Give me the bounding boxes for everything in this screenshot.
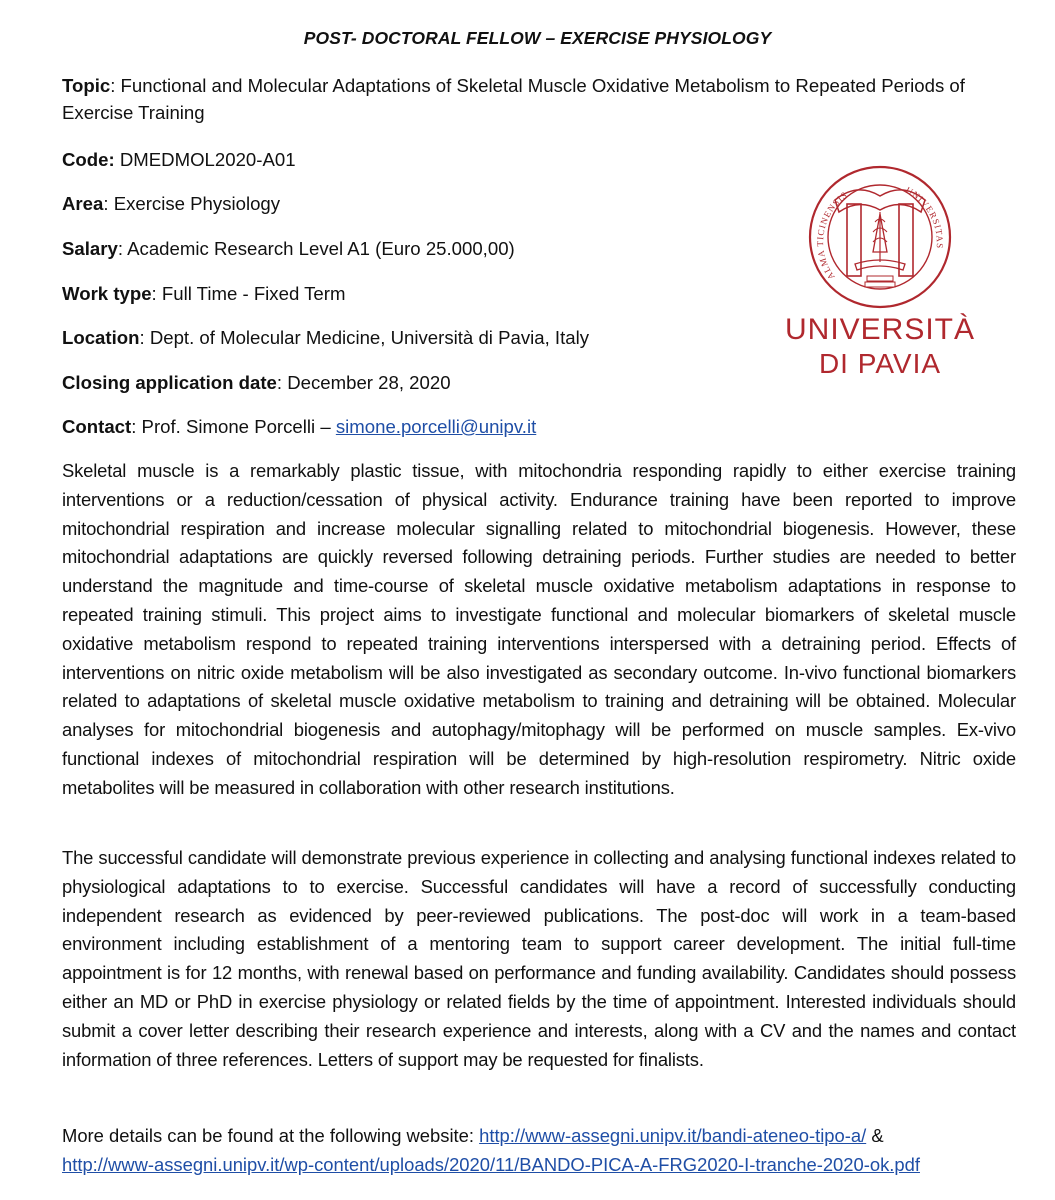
field-location	[62, 324, 589, 351]
page-title: POST- DOCTORAL FELLOW – EXERCISE PHYSIOLOGY	[303, 28, 772, 48]
field-contact-value: : Prof. Simone Porcelli –	[131, 416, 336, 437]
field-work-type-label: Work type	[62, 283, 152, 304]
field-closing-date-label: Closing application date	[62, 372, 277, 393]
wordmark-line1: UNIVERSITÀ	[784, 313, 976, 346]
field-code	[62, 146, 296, 173]
svg-text:UNIVERSITAS: UNIVERSITAS	[903, 184, 945, 250]
footer-separator: &	[866, 1125, 884, 1146]
field-area	[62, 190, 280, 217]
description-paragraph: Skeletal muscle is a remarkably plastic tissue, with mitochondria responding rapidly to either exercise training interventions or a reduction/cessation of physical activity. Endurance training have been reported to improve mitochondrial respiration and increase molecular signalling related to mitochondrial biogenesis. However, these mitochondrial adaptations are quickly reversed following detraining periods. Further studies are needed to better understand the magnitude and time-course of skeletal muscle oxidative metabolism adaptations in response to repeated training stimuli. This project aims to investigate functional and molecular biomarkers of skeletal muscle oxidative metabolism respond to repeated training interventions interspersed with a detraining period. Effects of interventions on nitric oxide metabolism will be also investigated as secondary outcome. In-vivo functional biomarkers related to adaptations of skeletal muscle oxidative metabolism to training and detraining will be obtained. Molecular analyses for mitochondrial biogenesis and autophagy/mitophagy will be performed on muscle samples. Ex-vivo functional indexes of mitochondrial respiration will be determined by high-resolution respirometry. Nitric oxide metabolites will be measured in collaboration with other research institutions.	[62, 460, 1016, 798]
field-area-label: Area	[62, 193, 104, 214]
field-area-value: : Exercise Physiology	[103, 193, 281, 214]
field-closing-date	[62, 369, 451, 396]
field-work-type-value: : Full Time - Fixed Term	[151, 283, 346, 304]
footer-intro: More details can be found at the following website:	[62, 1125, 480, 1146]
contact-email-link[interactable]: simone.porcelli@unipv.it	[335, 416, 537, 437]
field-salary-label: Salary	[62, 238, 118, 259]
field-location-label: Location	[62, 327, 140, 348]
footer-link-pdf[interactable]: http://www-assegni.unipv.it/wp-content/uploads/2020/11/BANDO-PICA-A-FRG2020-I-tranche-2020-ok.pdf	[62, 1153, 920, 1175]
field-topic-label: Topic	[62, 75, 111, 96]
field-topic	[62, 72, 1017, 126]
field-salary-value: : Academic Research Level A1 (Euro 25.000,00)	[117, 238, 515, 259]
field-contact	[62, 413, 536, 440]
field-code-value: DMEDMOL2020-A01	[114, 149, 296, 170]
field-code-label: Code:	[62, 149, 115, 170]
more-details-footer	[62, 1122, 1042, 1179]
field-closing-date-value: : December 28, 2020	[276, 372, 451, 393]
field-salary	[62, 235, 515, 262]
field-work-type	[62, 280, 345, 307]
field-location-value: : Dept. of Molecular Medicine, Università di Pavia, Italy	[139, 327, 590, 348]
footer-link-bandi[interactable]: http://www-assegni.unipv.it/bandi-ateneo-tipo-a/	[479, 1125, 867, 1146]
svg-text:ALMA TICINENSIS: ALMA TICINENSIS	[815, 189, 850, 282]
requirements-paragraph: The successful candidate will demonstrate previous experience in collecting and analysing functional indexes related to physiological adaptations to to exercise. Successful candidates will have a record of successfully conducting independent research as evidenced by peer-reviewed publications. The post-doc will work in a team-based environment including establishment of a mentoring team to support career development. The initial full-time appointment is for 12 months, with renewal based on performance and funding availability. Candidates should possess either an MD or PhD in exercise physiology or related fields by the time of appointment. Interested individuals should submit a cover letter describing their research experience and interests, along with a CV and the names and contact information of three references. Letters of support may be requested for finalists.	[62, 847, 1016, 1070]
field-contact-label: Contact	[62, 416, 132, 437]
university-wordmark	[760, 313, 1000, 381]
wordmark-line2: DI PAVIA	[818, 348, 942, 379]
field-topic-value: : Functional and Molecular Adaptations of Skeletal Muscle Oxidative Metabolism to Repeated Periods of Exercise Training	[62, 75, 965, 123]
